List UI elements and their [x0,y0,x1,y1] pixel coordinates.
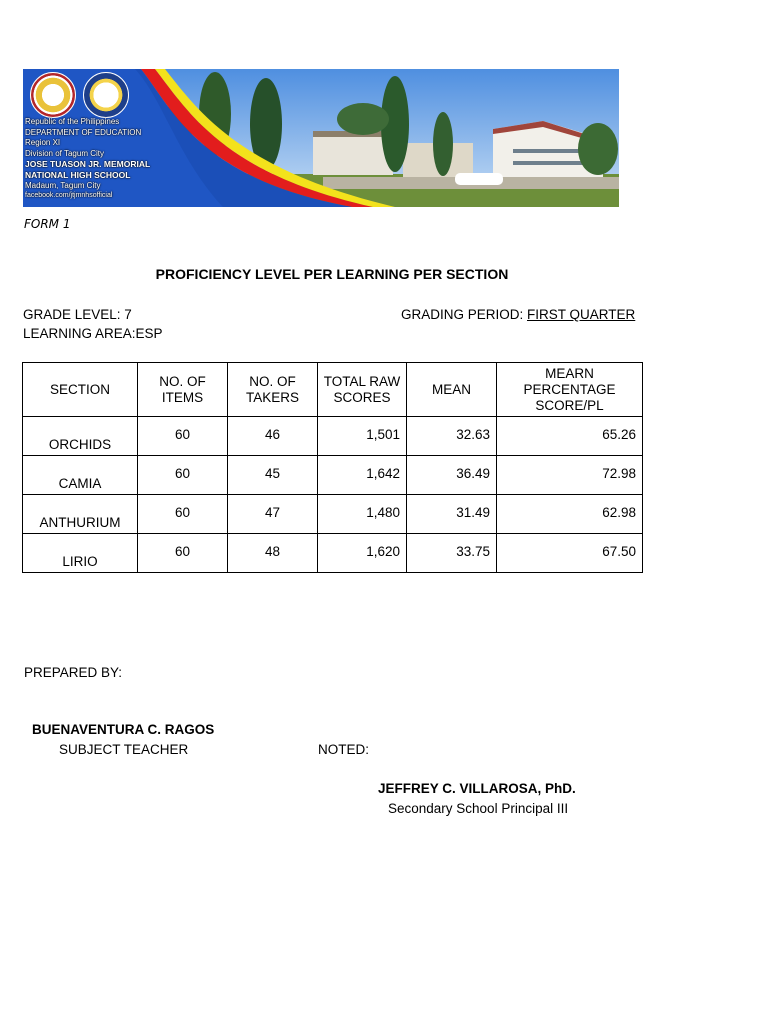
mps-cell: 72.98 [497,456,643,495]
teacher-role: SUBJECT TEACHER [59,742,189,757]
principal-role: Secondary School Principal III [388,801,569,816]
banner-text [25,117,195,202]
banner-line: Madaum, Tagum City [25,180,101,190]
school-banner [23,69,619,207]
deped-seal-icon [83,72,129,118]
grading-period-value: FIRST QUARTER [527,307,636,322]
total-raw-cell: 1,642 [318,456,407,495]
noted-label: NOTED: [318,742,370,757]
header-mean: MEAN [407,363,497,417]
items-cell: 60 [138,456,228,495]
mean-cell: 33.75 [407,534,497,573]
items-cell: 60 [138,417,228,456]
grade-level: GRADE LEVEL: 7 [23,307,132,322]
header-section: SECTION [23,363,138,417]
prepared-by-label: PREPARED BY: [24,665,123,680]
mps-cell: 65.26 [497,417,643,456]
principal-name: JEFFREY C. VILLAROSA, PhD. [378,781,576,796]
header-takers: NO. OF TAKERS [228,363,318,417]
banner-school-name: NATIONAL HIGH SCHOOL [25,169,131,180]
total-raw-cell: 1,620 [318,534,407,573]
section-cell: LIRIO [23,534,138,573]
banner-line: Division of Tagum City [25,148,104,158]
items-cell: 60 [138,495,228,534]
items-cell: 60 [138,534,228,573]
proficiency-table [22,362,643,573]
mean-cell: 32.63 [407,417,497,456]
banner-school-name: JOSE TUASON JR. MEMORIAL [25,159,151,170]
table-row [23,495,643,534]
school-seal-icon [30,72,76,118]
section-cell: CAMIA [23,456,138,495]
mean-cell: 31.49 [407,495,497,534]
learning-area: LEARNING AREA:ESP [23,326,163,341]
mps-cell: 67.50 [497,534,643,573]
takers-cell: 45 [228,456,318,495]
table-row [23,417,643,456]
banner-line: Region XI [25,138,61,148]
banner-link: facebook.com/jtjmnhsofficial [25,192,113,200]
table-header-row [23,363,643,417]
form-label: FORM 1 [24,217,71,231]
banner-line: DEPARTMENT OF EDUCATION [25,127,142,137]
takers-cell: 47 [228,495,318,534]
section-cell: ANTHURIUM [23,495,138,534]
mean-cell: 36.49 [407,456,497,495]
header-mean-percentage: MEARN PERCENTAGE SCORE/PL [497,363,643,417]
table-row [23,534,643,573]
teacher-name: BUENAVENTURA C. RAGOS [32,722,215,737]
header-items: NO. OF ITEMS [138,363,228,417]
grading-period [401,307,635,322]
banner-line: Republic of the Philippines [25,117,120,126]
header-total-raw-scores: TOTAL RAW SCORES [318,363,407,417]
mps-cell: 62.98 [497,495,643,534]
section-cell: ORCHIDS [23,417,138,456]
total-raw-cell: 1,501 [318,417,407,456]
total-raw-cell: 1,480 [318,495,407,534]
table-row [23,456,643,495]
takers-cell: 46 [228,417,318,456]
takers-cell: 48 [228,534,318,573]
page-title: PROFICIENCY LEVEL PER LEARNING PER SECTION [155,266,509,282]
grading-period-label: GRADING PERIOD: [401,307,528,322]
